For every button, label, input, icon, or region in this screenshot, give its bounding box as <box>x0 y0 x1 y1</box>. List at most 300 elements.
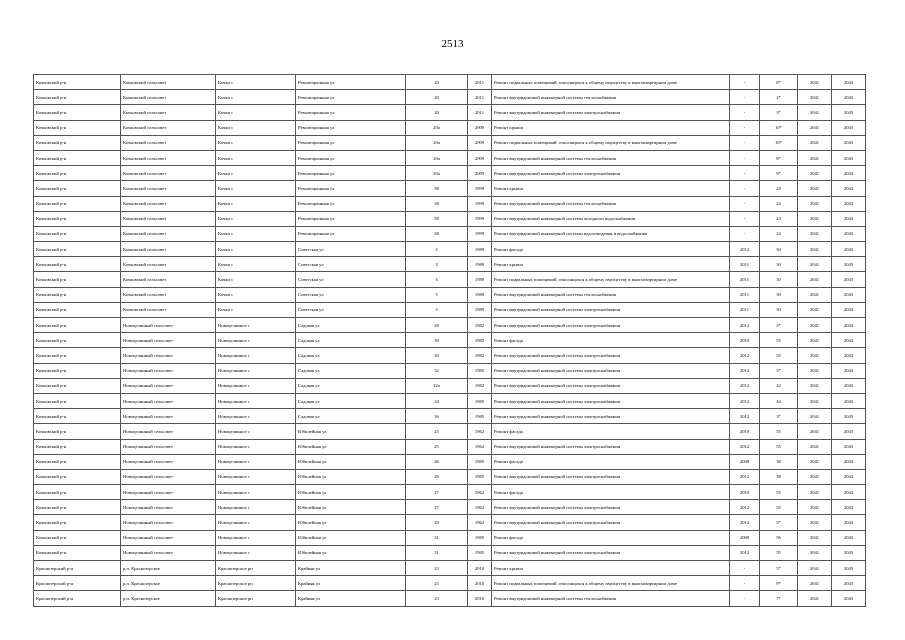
plan-end-year-cell: 2043 <box>832 287 866 302</box>
work-type-cell: Ремонт внутридомовой инженерной системы электроснабжения <box>492 378 730 393</box>
municipality-cell: Новоцелинный сельсовет <box>121 393 216 408</box>
house-number-cell: 27 <box>406 500 468 515</box>
work-type-cell: Ремонт внутридомовой инженерной системы водоотведения и водоснабжения <box>492 226 730 241</box>
district-cell: Кочковский р-н <box>34 378 121 393</box>
work-type-cell: Ремонт внутридомовой инженерной системы теплоснабжения <box>492 90 730 105</box>
work-type-cell: Ремонт внутридомовой инженерной системы теплоснабжения <box>492 150 730 165</box>
district-cell: Кочковский р-н <box>34 333 121 348</box>
build-year-cell: 2009 <box>468 135 492 150</box>
house-number-cell: 25 <box>406 424 468 439</box>
house-number-cell: 20 <box>406 105 468 120</box>
street-cell: Революционная ул <box>296 135 406 150</box>
build-year-cell: 1985 <box>468 363 492 378</box>
build-year-cell: 1982 <box>468 348 492 363</box>
build-year-cell: 1989 <box>468 302 492 317</box>
plan-start-year-cell: 2041 <box>798 363 832 378</box>
settlement-cell: Новоцелинное с <box>216 363 296 378</box>
street-cell: Революционная ул <box>296 105 406 120</box>
district-cell: Кочковский р-н <box>34 439 121 454</box>
district-cell: Кочковский р-н <box>34 242 121 257</box>
settlement-cell: Кочки с <box>216 196 296 211</box>
settlement-cell: Новоцелинное с <box>216 545 296 560</box>
wear-percent-cell: 55 <box>760 333 798 348</box>
house-number-cell: 32а <box>406 378 468 393</box>
last-repair-year-cell: - <box>730 90 760 105</box>
build-year-cell: 2009 <box>468 150 492 165</box>
street-cell: Юбилейная ул <box>296 454 406 469</box>
plan-start-year-cell: 2041 <box>798 530 832 545</box>
work-type-cell: Ремонт фасада <box>492 485 730 500</box>
settlement-cell: Кочки с <box>216 120 296 135</box>
last-repair-year-cell: 2011 <box>730 302 760 317</box>
plan-end-year-cell: 2043 <box>832 469 866 484</box>
plan-end-year-cell: 2043 <box>832 318 866 333</box>
table-row <box>34 135 866 150</box>
municipality-cell: Кочковский сельсовет <box>121 302 216 317</box>
plan-start-year-cell: 2041 <box>798 591 832 606</box>
district-cell: Кочковский р-н <box>34 302 121 317</box>
work-type-cell: Ремонт внутридомовой инженерной системы теплоснабжения <box>492 196 730 211</box>
district-cell: Кочковский р-н <box>34 469 121 484</box>
build-year-cell: 1985 <box>468 469 492 484</box>
table-row <box>34 469 866 484</box>
table-row <box>34 409 866 424</box>
plan-start-year-cell: 2041 <box>798 393 832 408</box>
build-year-cell: 1982 <box>468 318 492 333</box>
build-year-cell: 1962 <box>468 515 492 530</box>
work-type-cell: Ремонт фасада <box>492 333 730 348</box>
build-year-cell: 1985 <box>468 393 492 408</box>
settlement-cell: Новоцелинное с <box>216 333 296 348</box>
work-type-cell: Ремонт внутридомовой инженерной системы электроснабжения <box>492 545 730 560</box>
settlement-cell: Краснозерское рп <box>216 591 296 606</box>
work-type-cell: Ремонт внутридомовой инженерной системы электроснабжения <box>492 318 730 333</box>
municipality-cell: Новоцелинный сельсовет <box>121 333 216 348</box>
settlement-cell: Новоцелинное с <box>216 424 296 439</box>
street-cell: Советская ул <box>296 272 406 287</box>
district-cell: Кочковский р-н <box>34 545 121 560</box>
settlement-cell: Кочки с <box>216 287 296 302</box>
work-type-cell: Ремонт крыши <box>492 120 730 135</box>
table-row <box>34 90 866 105</box>
plan-start-year-cell: 2041 <box>798 105 832 120</box>
last-repair-year-cell: - <box>730 591 760 606</box>
street-cell: Крайняя ул <box>296 591 406 606</box>
build-year-cell: 2010 <box>468 576 492 591</box>
settlement-cell: Кочки с <box>216 181 296 196</box>
municipality-cell: Новоцелинный сельсовет <box>121 545 216 560</box>
plan-end-year-cell: 2043 <box>832 409 866 424</box>
street-cell: Юбилейная ул <box>296 469 406 484</box>
build-year-cell: 1962 <box>468 485 492 500</box>
district-cell: Краснозерский р-н <box>34 576 121 591</box>
work-type-cell: Ремонт фасада <box>492 242 730 257</box>
municipality-cell: р.п. Краснозерское <box>121 576 216 591</box>
table-row <box>34 150 866 165</box>
build-year-cell: 1989 <box>468 287 492 302</box>
municipality-cell: Кочковский сельсовет <box>121 166 216 181</box>
work-type-cell: Ремонт внутридомовой инженерной системы теплоснабжения <box>492 591 730 606</box>
last-repair-year-cell: 2011 <box>730 272 760 287</box>
district-cell: Кочковский р-н <box>34 348 121 363</box>
build-year-cell: 2010 <box>468 561 492 576</box>
district-cell: Кочковский р-н <box>34 90 121 105</box>
wear-percent-cell: 42 <box>760 378 798 393</box>
work-type-cell: Ремонт подвальных помещений, относящихся к общему имуществу в многоквартирном доме <box>492 75 730 90</box>
settlement-cell: Новоцелинное с <box>216 500 296 515</box>
wear-percent-cell: 5* <box>760 561 798 576</box>
work-type-cell: Ремонт внутридомовой инженерной системы теплоснабжения <box>492 287 730 302</box>
house-number-cell: 20а <box>406 120 468 135</box>
municipality-cell: Новоцелинный сельсовет <box>121 530 216 545</box>
settlement-cell: Новоцелинное с <box>216 348 296 363</box>
house-number-cell: 23 <box>406 591 468 606</box>
house-number-cell: 32 <box>406 363 468 378</box>
table-row <box>34 181 866 196</box>
build-year-cell: 1989 <box>468 272 492 287</box>
plan-start-year-cell: 2041 <box>798 515 832 530</box>
house-number-cell: 28 <box>406 318 468 333</box>
municipality-cell: Кочковский сельсовет <box>121 242 216 257</box>
district-cell: Кочковский р-н <box>34 393 121 408</box>
build-year-cell: 1985 <box>468 530 492 545</box>
wear-percent-cell: 38 <box>760 469 798 484</box>
table-row <box>34 257 866 272</box>
district-cell: Кочковский р-н <box>34 485 121 500</box>
settlement-cell: Новоцелинное с <box>216 318 296 333</box>
house-number-cell: 20а <box>406 135 468 150</box>
table-row <box>34 591 866 606</box>
table-row <box>34 576 866 591</box>
work-type-cell: Ремонт внутридомовой инженерной системы электроснабжения <box>492 409 730 424</box>
plan-start-year-cell: 2041 <box>798 333 832 348</box>
plan-start-year-cell: 2041 <box>798 318 832 333</box>
municipality-cell: Кочковский сельсовет <box>121 120 216 135</box>
house-number-cell: 38 <box>406 181 468 196</box>
municipality-cell: Новоцелинный сельсовет <box>121 500 216 515</box>
house-number-cell: 26 <box>406 469 468 484</box>
table-row <box>34 242 866 257</box>
plan-end-year-cell: 2043 <box>832 166 866 181</box>
settlement-cell: Новоцелинное с <box>216 378 296 393</box>
plan-start-year-cell: 2041 <box>798 424 832 439</box>
plan-start-year-cell: 2041 <box>798 561 832 576</box>
plan-end-year-cell: 2043 <box>832 302 866 317</box>
plan-start-year-cell: 2041 <box>798 120 832 135</box>
street-cell: Садовая ул <box>296 363 406 378</box>
work-type-cell: Ремонт подвальных помещений, относящихся к общему имуществу в многоквартирном доме <box>492 576 730 591</box>
municipality-cell: Кочковский сельсовет <box>121 90 216 105</box>
plan-start-year-cell: 2041 <box>798 378 832 393</box>
municipality-cell: Кочковский сельсовет <box>121 150 216 165</box>
house-number-cell: 30 <box>406 348 468 363</box>
street-cell: Революционная ул <box>296 120 406 135</box>
municipality-cell: Новоцелинный сельсовет <box>121 378 216 393</box>
house-number-cell: 3 <box>406 302 468 317</box>
wear-percent-cell: 24 <box>760 181 798 196</box>
wear-percent-cell: 30 <box>760 287 798 302</box>
last-repair-year-cell: - <box>730 166 760 181</box>
municipality-cell: Кочковский сельсовет <box>121 196 216 211</box>
street-cell: Советская ул <box>296 257 406 272</box>
settlement-cell: Новоцелинное с <box>216 469 296 484</box>
settlement-cell: Краснозерское рп <box>216 561 296 576</box>
settlement-cell: Кочки с <box>216 242 296 257</box>
table-row <box>34 500 866 515</box>
plan-start-year-cell: 2041 <box>798 302 832 317</box>
plan-end-year-cell: 2043 <box>832 545 866 560</box>
plan-end-year-cell: 2043 <box>832 439 866 454</box>
build-year-cell: 1985 <box>468 454 492 469</box>
wear-percent-cell: 55 <box>760 500 798 515</box>
street-cell: Садовая ул <box>296 333 406 348</box>
plan-start-year-cell: 2041 <box>798 257 832 272</box>
last-repair-year-cell: - <box>730 576 760 591</box>
build-year-cell: 1989 <box>468 257 492 272</box>
wear-percent-cell: 55 <box>760 439 798 454</box>
wear-percent-cell: 44 <box>760 393 798 408</box>
street-cell: Садовая ул <box>296 318 406 333</box>
plan-end-year-cell: 2043 <box>832 120 866 135</box>
plan-start-year-cell: 2041 <box>798 485 832 500</box>
settlement-cell: Кочки с <box>216 150 296 165</box>
plan-start-year-cell: 2041 <box>798 469 832 484</box>
work-type-cell: Ремонт подвальных помещений, относящихся к общему имуществу в многоквартирном доме <box>492 135 730 150</box>
settlement-cell: Новоцелинное с <box>216 454 296 469</box>
work-type-cell: Ремонт внутридомовой инженерной системы электроснабжения <box>492 439 730 454</box>
plan-end-year-cell: 2043 <box>832 515 866 530</box>
last-repair-year-cell: 2012 <box>730 348 760 363</box>
table-row <box>34 393 866 408</box>
settlement-cell: Новоцелинное с <box>216 439 296 454</box>
work-type-cell: Ремонт крыши <box>492 257 730 272</box>
work-type-cell: Ремонт внутридомовой инженерной системы электроснабжения <box>492 500 730 515</box>
plan-start-year-cell: 2041 <box>798 287 832 302</box>
wear-percent-cell: 30 <box>760 242 798 257</box>
street-cell: Юбилейная ул <box>296 545 406 560</box>
wear-percent-cell: 56 <box>760 530 798 545</box>
last-repair-year-cell: 2012 <box>730 515 760 530</box>
municipality-cell: Новоцелинный сельсовет <box>121 454 216 469</box>
last-repair-year-cell: 2008 <box>730 454 760 469</box>
district-cell: Кочковский р-н <box>34 454 121 469</box>
house-number-cell: 29 <box>406 515 468 530</box>
plan-start-year-cell: 2041 <box>798 135 832 150</box>
district-cell: Кочковский р-н <box>34 181 121 196</box>
plan-end-year-cell: 2043 <box>832 348 866 363</box>
house-number-cell: 27 <box>406 485 468 500</box>
house-number-cell: 26 <box>406 454 468 469</box>
settlement-cell: Кочки с <box>216 75 296 90</box>
settlement-cell: Кочки с <box>216 105 296 120</box>
work-type-cell: Ремонт внутридомовой инженерной системы электроснабжения <box>492 348 730 363</box>
district-cell: Кочковский р-н <box>34 75 121 90</box>
street-cell: Юбилейная ул <box>296 515 406 530</box>
build-year-cell: 1985 <box>468 409 492 424</box>
house-number-cell: 38 <box>406 226 468 241</box>
table-row <box>34 530 866 545</box>
work-type-cell: Ремонт внутридомовой инженерной системы электроснабжения <box>492 363 730 378</box>
municipality-cell: Кочковский сельсовет <box>121 181 216 196</box>
work-type-cell: Ремонт внутридомовой инженерной системы электроснабжения <box>492 105 730 120</box>
last-repair-year-cell: - <box>730 135 760 150</box>
house-number-cell: 3 <box>406 242 468 257</box>
table-row <box>34 348 866 363</box>
work-type-cell: Ремонт фасада <box>492 454 730 469</box>
municipality-cell: Кочковский сельсовет <box>121 211 216 226</box>
table-row <box>34 287 866 302</box>
wear-percent-cell: 24 <box>760 196 798 211</box>
work-type-cell: Ремонт внутридомовой инженерной системы электроснабжения <box>492 302 730 317</box>
plan-start-year-cell: 2041 <box>798 75 832 90</box>
street-cell: Крайняя ул <box>296 561 406 576</box>
municipality-cell: Кочковский сельсовет <box>121 135 216 150</box>
last-repair-year-cell: 2012 <box>730 545 760 560</box>
district-cell: Краснозерский р-н <box>34 561 121 576</box>
wear-percent-cell: 2* <box>760 90 798 105</box>
table-row <box>34 561 866 576</box>
municipality-cell: Новоцелинный сельсовет <box>121 515 216 530</box>
plan-start-year-cell: 2041 <box>798 409 832 424</box>
table-row <box>34 454 866 469</box>
work-type-cell: Ремонт фасада <box>492 424 730 439</box>
settlement-cell: Новоцелинное с <box>216 515 296 530</box>
house-number-cell: 25 <box>406 439 468 454</box>
plan-end-year-cell: 2043 <box>832 500 866 515</box>
work-type-cell: Ремонт крыши <box>492 561 730 576</box>
street-cell: Садовая ул <box>296 409 406 424</box>
plan-end-year-cell: 2043 <box>832 242 866 257</box>
table-row <box>34 75 866 90</box>
build-year-cell: 1962 <box>468 424 492 439</box>
house-number-cell: 34 <box>406 393 468 408</box>
last-repair-year-cell: - <box>730 181 760 196</box>
build-year-cell: 1982 <box>468 378 492 393</box>
street-cell: Революционная ул <box>296 150 406 165</box>
wear-percent-cell: 30 <box>760 302 798 317</box>
municipality-cell: Новоцелинный сельсовет <box>121 318 216 333</box>
table-row <box>34 545 866 560</box>
plan-end-year-cell: 2043 <box>832 485 866 500</box>
plan-end-year-cell: 2043 <box>832 530 866 545</box>
plan-end-year-cell: 2043 <box>832 272 866 287</box>
build-year-cell: 1982 <box>468 333 492 348</box>
wear-percent-cell: 55 <box>760 545 798 560</box>
settlement-cell: Новоцелинное с <box>216 485 296 500</box>
district-cell: Кочковский р-н <box>34 272 121 287</box>
plan-end-year-cell: 2043 <box>832 561 866 576</box>
build-year-cell: 2009 <box>468 120 492 135</box>
last-repair-year-cell: - <box>730 561 760 576</box>
build-year-cell: 2011 <box>468 105 492 120</box>
house-number-cell: 3 <box>406 272 468 287</box>
last-repair-year-cell: 2010 <box>730 333 760 348</box>
plan-start-year-cell: 2041 <box>798 545 832 560</box>
street-cell: Садовая ул <box>296 393 406 408</box>
plan-end-year-cell: 2043 <box>832 393 866 408</box>
plan-end-year-cell: 2043 <box>832 150 866 165</box>
house-number-cell: 38 <box>406 211 468 226</box>
build-year-cell: 1999 <box>468 211 492 226</box>
plan-end-year-cell: 2043 <box>832 196 866 211</box>
table-row <box>34 120 866 135</box>
wear-percent-cell: 55 <box>760 424 798 439</box>
district-cell: Кочковский р-н <box>34 409 121 424</box>
house-number-cell: 30 <box>406 333 468 348</box>
last-repair-year-cell: - <box>730 211 760 226</box>
build-year-cell: 1962 <box>468 439 492 454</box>
wear-percent-cell: 55 <box>760 348 798 363</box>
plan-end-year-cell: 2043 <box>832 363 866 378</box>
wear-percent-cell: 5* <box>760 515 798 530</box>
municipality-cell: Кочковский сельсовет <box>121 226 216 241</box>
street-cell: Юбилейная ул <box>296 500 406 515</box>
last-repair-year-cell: - <box>730 196 760 211</box>
street-cell: Революционная ул <box>296 211 406 226</box>
municipality-cell: Кочковский сельсовет <box>121 257 216 272</box>
table-row <box>34 302 866 317</box>
house-number-cell: 3 <box>406 257 468 272</box>
plan-end-year-cell: 2043 <box>832 333 866 348</box>
house-number-cell: 20а <box>406 166 468 181</box>
district-cell: Кочковский р-н <box>34 318 121 333</box>
wear-percent-cell: 3* <box>760 409 798 424</box>
last-repair-year-cell: - <box>730 105 760 120</box>
plan-end-year-cell: 2043 <box>832 591 866 606</box>
district-cell: Кочковский р-н <box>34 530 121 545</box>
plan-start-year-cell: 2041 <box>798 576 832 591</box>
district-cell: Кочковский р-н <box>34 500 121 515</box>
wear-percent-cell: 3* <box>760 318 798 333</box>
wear-percent-cell: 3* <box>760 105 798 120</box>
municipality-cell: Кочковский сельсовет <box>121 105 216 120</box>
last-repair-year-cell: 2012 <box>730 242 760 257</box>
table-row <box>34 363 866 378</box>
street-cell: Садовая ул <box>296 348 406 363</box>
table-row <box>34 196 866 211</box>
plan-end-year-cell: 2043 <box>832 424 866 439</box>
table-row <box>34 378 866 393</box>
table-row <box>34 439 866 454</box>
street-cell: Юбилейная ул <box>296 485 406 500</box>
street-cell: Садовая ул <box>296 378 406 393</box>
last-repair-year-cell: - <box>730 226 760 241</box>
settlement-cell: Новоцелинное с <box>216 530 296 545</box>
municipality-cell: Новоцелинный сельсовет <box>121 424 216 439</box>
settlement-cell: Кочки с <box>216 135 296 150</box>
table-body <box>34 75 866 607</box>
last-repair-year-cell: 2012 <box>730 363 760 378</box>
municipality-cell: Новоцелинный сельсовет <box>121 485 216 500</box>
municipality-cell: р.п. Краснозерское <box>121 591 216 606</box>
work-type-cell: Ремонт крыши <box>492 181 730 196</box>
wear-percent-cell: 10* <box>760 135 798 150</box>
plan-end-year-cell: 2043 <box>832 226 866 241</box>
plan-start-year-cell: 2041 <box>798 348 832 363</box>
wear-percent-cell: 8* <box>760 150 798 165</box>
wear-percent-cell: 9* <box>760 166 798 181</box>
last-repair-year-cell: 2012 <box>730 500 760 515</box>
wear-percent-cell: 3* <box>760 363 798 378</box>
street-cell: Юбилейная ул <box>296 439 406 454</box>
work-type-cell: Ремонт внутридомовой инженерной системы электроснабжения <box>492 393 730 408</box>
plan-start-year-cell: 2041 <box>798 181 832 196</box>
district-cell: Кочковский р-н <box>34 363 121 378</box>
municipality-cell: Новоцелинный сельсовет <box>121 439 216 454</box>
street-cell: Крайняя ул <box>296 576 406 591</box>
district-cell: Кочковский р-н <box>34 120 121 135</box>
house-number-cell: 20 <box>406 75 468 90</box>
